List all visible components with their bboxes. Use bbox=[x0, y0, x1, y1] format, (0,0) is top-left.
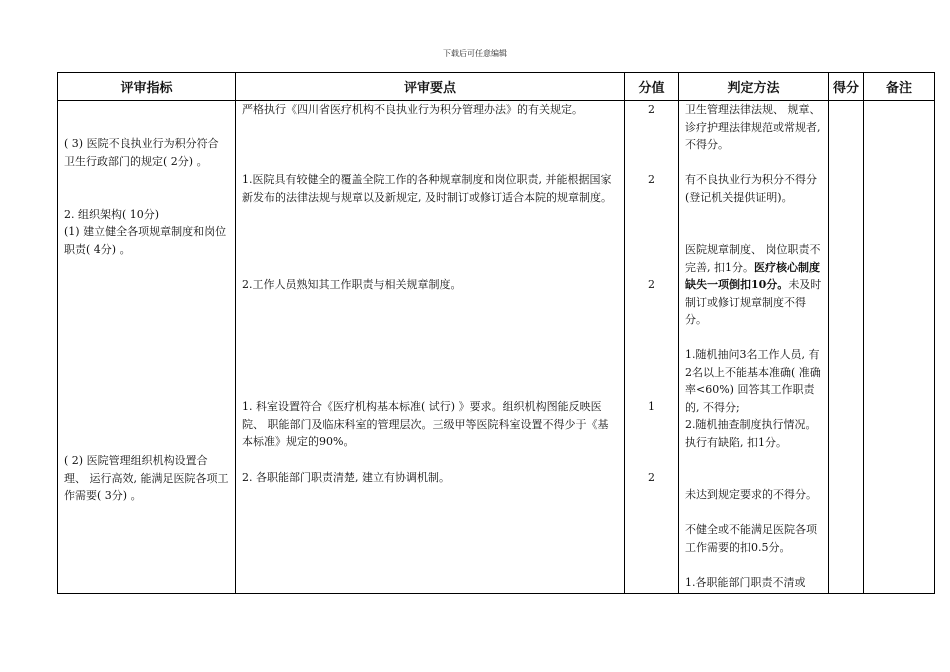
method-1: 卫生管理法律法规、 规章、 诊疗护理法律规范或常规者, 不得分。 bbox=[685, 103, 821, 151]
score-empty bbox=[829, 101, 863, 593]
score-value-cell bbox=[625, 101, 679, 594]
header-indicator: 评审指标 bbox=[58, 73, 236, 101]
header-score-value: 分值 bbox=[625, 73, 679, 101]
method-4-b: 2.随机抽查制度执行情况。 执行有缺陷, 扣1分。 bbox=[685, 418, 817, 449]
score-value-3: 2 bbox=[648, 278, 655, 291]
method-3-a: 医院规章制度、 岗位职责不完善, 扣1分。 bbox=[685, 243, 821, 274]
method-6: 1.各职能部门职责不清或 bbox=[685, 576, 806, 589]
score-value-5: 2 bbox=[648, 471, 655, 484]
point-4: 1. 科室设置符合《医疗机构基本标准( 试行) 》要求。组织机构图能反映医院、 职能部门及临床科室的管理层次。三级甲等医院科室设置不得少于《基本标准》规定的90%。 bbox=[242, 400, 609, 448]
header-judgment-method: 判定方法 bbox=[679, 73, 829, 101]
score-value-4: 1 bbox=[648, 400, 655, 413]
method-4-a: 1.随机抽问3名工作人员, 有2名以上不能基本准确( 准确率<60%) 回答其工作职责的, 不得分; bbox=[685, 348, 821, 414]
score-value-2: 2 bbox=[648, 173, 655, 186]
remarks-cell[interactable] bbox=[864, 101, 935, 594]
table-header-row bbox=[58, 73, 935, 101]
point-5: 2. 各职能部门职责清楚, 建立有协调机制。 bbox=[242, 471, 450, 484]
judgment-method-cell bbox=[679, 101, 829, 594]
key-points-cell bbox=[236, 101, 625, 594]
score-cell[interactable] bbox=[829, 101, 864, 594]
method-3-b: 医疗核心制度缺失一项倒扣10分。 bbox=[685, 260, 820, 291]
indicator-sub-1: (1) 建立健全各项规章制度和岗位职责( 4分) 。 bbox=[64, 225, 227, 256]
indicator-section-2: 2. 组织架构( 10分) bbox=[64, 208, 160, 221]
evaluation-table bbox=[57, 72, 935, 594]
point-2: 1.医院具有较健全的覆盖全院工作的各种规章制度和岗位职责, 并能根据国家新发布的法律法规与规章以及新规定, 及时制订或修订适合本院的规章制度。 bbox=[242, 173, 612, 204]
method-3-c: 未及时制订或修订规章制度不得分。 bbox=[685, 278, 822, 326]
indicator-sub-2: ( 2) 医院管理组织机构设置合理、 运行高效, 能满足医院各项工作需要( 3分) 。 bbox=[64, 454, 229, 502]
page-header-note: 下载后可任意编辑 bbox=[443, 49, 507, 58]
method-5-a: 未达到规定要求的不得分。 bbox=[685, 488, 817, 501]
method-3 bbox=[685, 241, 822, 329]
point-3: 2.工作人员熟知其工作职责与相关规章制度。 bbox=[242, 278, 462, 291]
header-score: 得分 bbox=[829, 73, 864, 101]
remarks-empty bbox=[864, 101, 934, 593]
indicator-item-3: ( 3) 医院不良执业行为积分符合卫生行政部门的规定( 2分) 。 bbox=[64, 137, 219, 168]
score-value-1: 2 bbox=[648, 103, 655, 116]
header-key-points: 评审要点 bbox=[236, 73, 625, 101]
method-2: 有不良执业行为积分不得分(登记机关提供证明)。 bbox=[685, 173, 817, 204]
header-remarks: 备注 bbox=[864, 73, 935, 101]
point-1: 严格执行《四川省医疗机构不良执业行为积分管理办法》的有关规定。 bbox=[242, 103, 583, 116]
indicator-cell bbox=[58, 101, 236, 594]
table-row bbox=[58, 101, 935, 594]
method-5-b: 不健全或不能满足医院各项工作需要的扣0.5分。 bbox=[685, 523, 817, 554]
